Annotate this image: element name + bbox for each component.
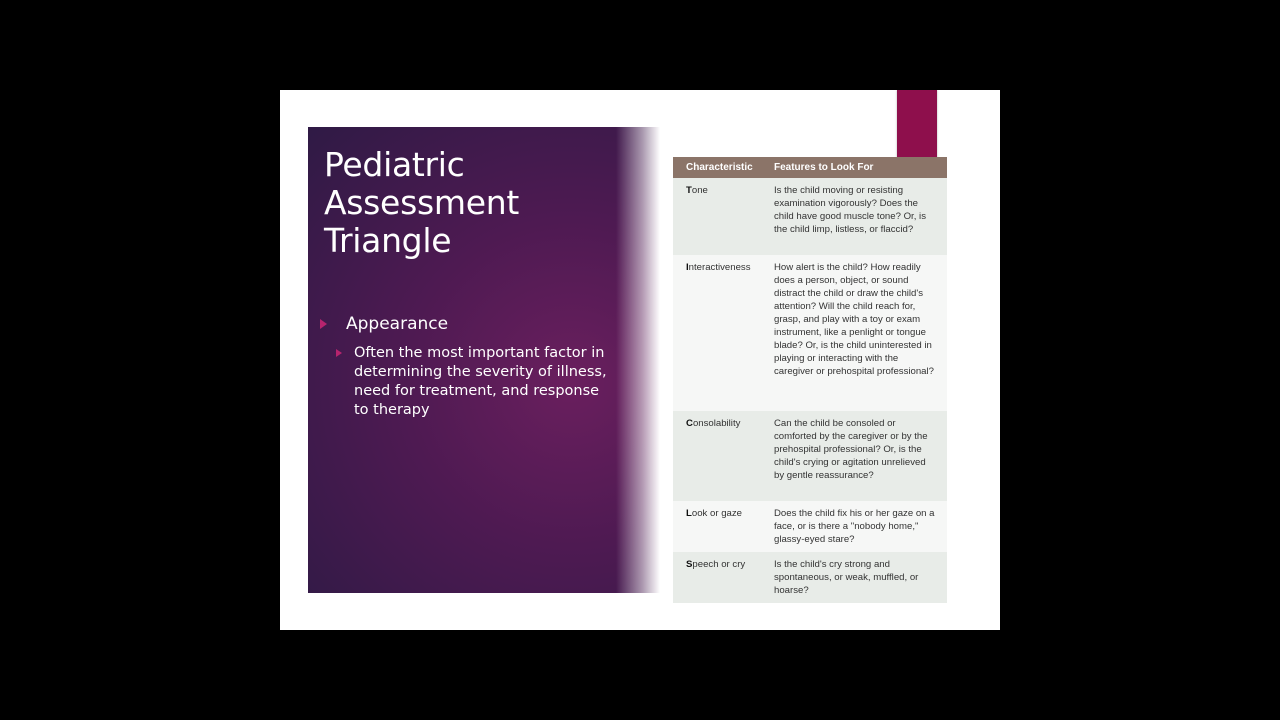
bullet-arrow-icon <box>320 319 327 329</box>
slide-title: Pediatric Assessment Triangle <box>324 145 519 260</box>
sub-bullet-text: Often the most important factor in determining the severity of illness, need for treatment, and response to therapy <box>354 345 607 418</box>
features-cell: Is the child moving or resisting examination vigorously? Does the child have good muscle tone? Or, is the child limp, listless, or flaccid? <box>774 185 926 235</box>
sub-bullet-arrow-icon <box>336 349 342 357</box>
table-row <box>673 411 947 501</box>
features-cell: Does the child fix his or her gaze on a face, or is there a "nobody home," glassy-eyed stare? <box>774 508 935 545</box>
features-cell: Is the child's cry strong and spontaneous, or weak, muffled, or hoarse? <box>774 559 919 596</box>
sub-bullet <box>354 344 616 420</box>
table-row <box>673 255 947 411</box>
table-row <box>673 501 947 552</box>
features-cell: How alert is the child? How readily does a person, object, or sound distract the child or draw the child's attention? Will the child reach for, grasp, and play with a toy or exam instrument, like a penlight or tongue blade? Or, is the child uninterested in playing or interacting with the caregiver or prehospital professional? <box>774 262 934 377</box>
slide <box>280 90 1000 630</box>
bullet-text: Appearance <box>346 314 449 334</box>
header-characteristic: Characteristic <box>686 162 753 173</box>
features-cell: Can the child be consoled or comforted by the caregiver or by the prehospital professional? Or, is the child's crying or agitation unrelieved by gentle reassurance? <box>774 418 928 481</box>
characteristic-cell: Consolability <box>686 418 741 429</box>
characteristic-cell: Tone <box>686 185 708 196</box>
characteristic-cell: Look or gaze <box>686 508 743 519</box>
assessment-table <box>673 157 947 603</box>
bullet-appearance <box>320 314 448 334</box>
characteristic-cell: Speech or cry <box>686 559 746 570</box>
table-row <box>673 552 947 603</box>
header-features: Features to Look For <box>774 162 874 173</box>
table-row <box>673 178 947 255</box>
table-header-row <box>673 157 947 178</box>
characteristic-cell: Interactiveness <box>686 262 751 273</box>
